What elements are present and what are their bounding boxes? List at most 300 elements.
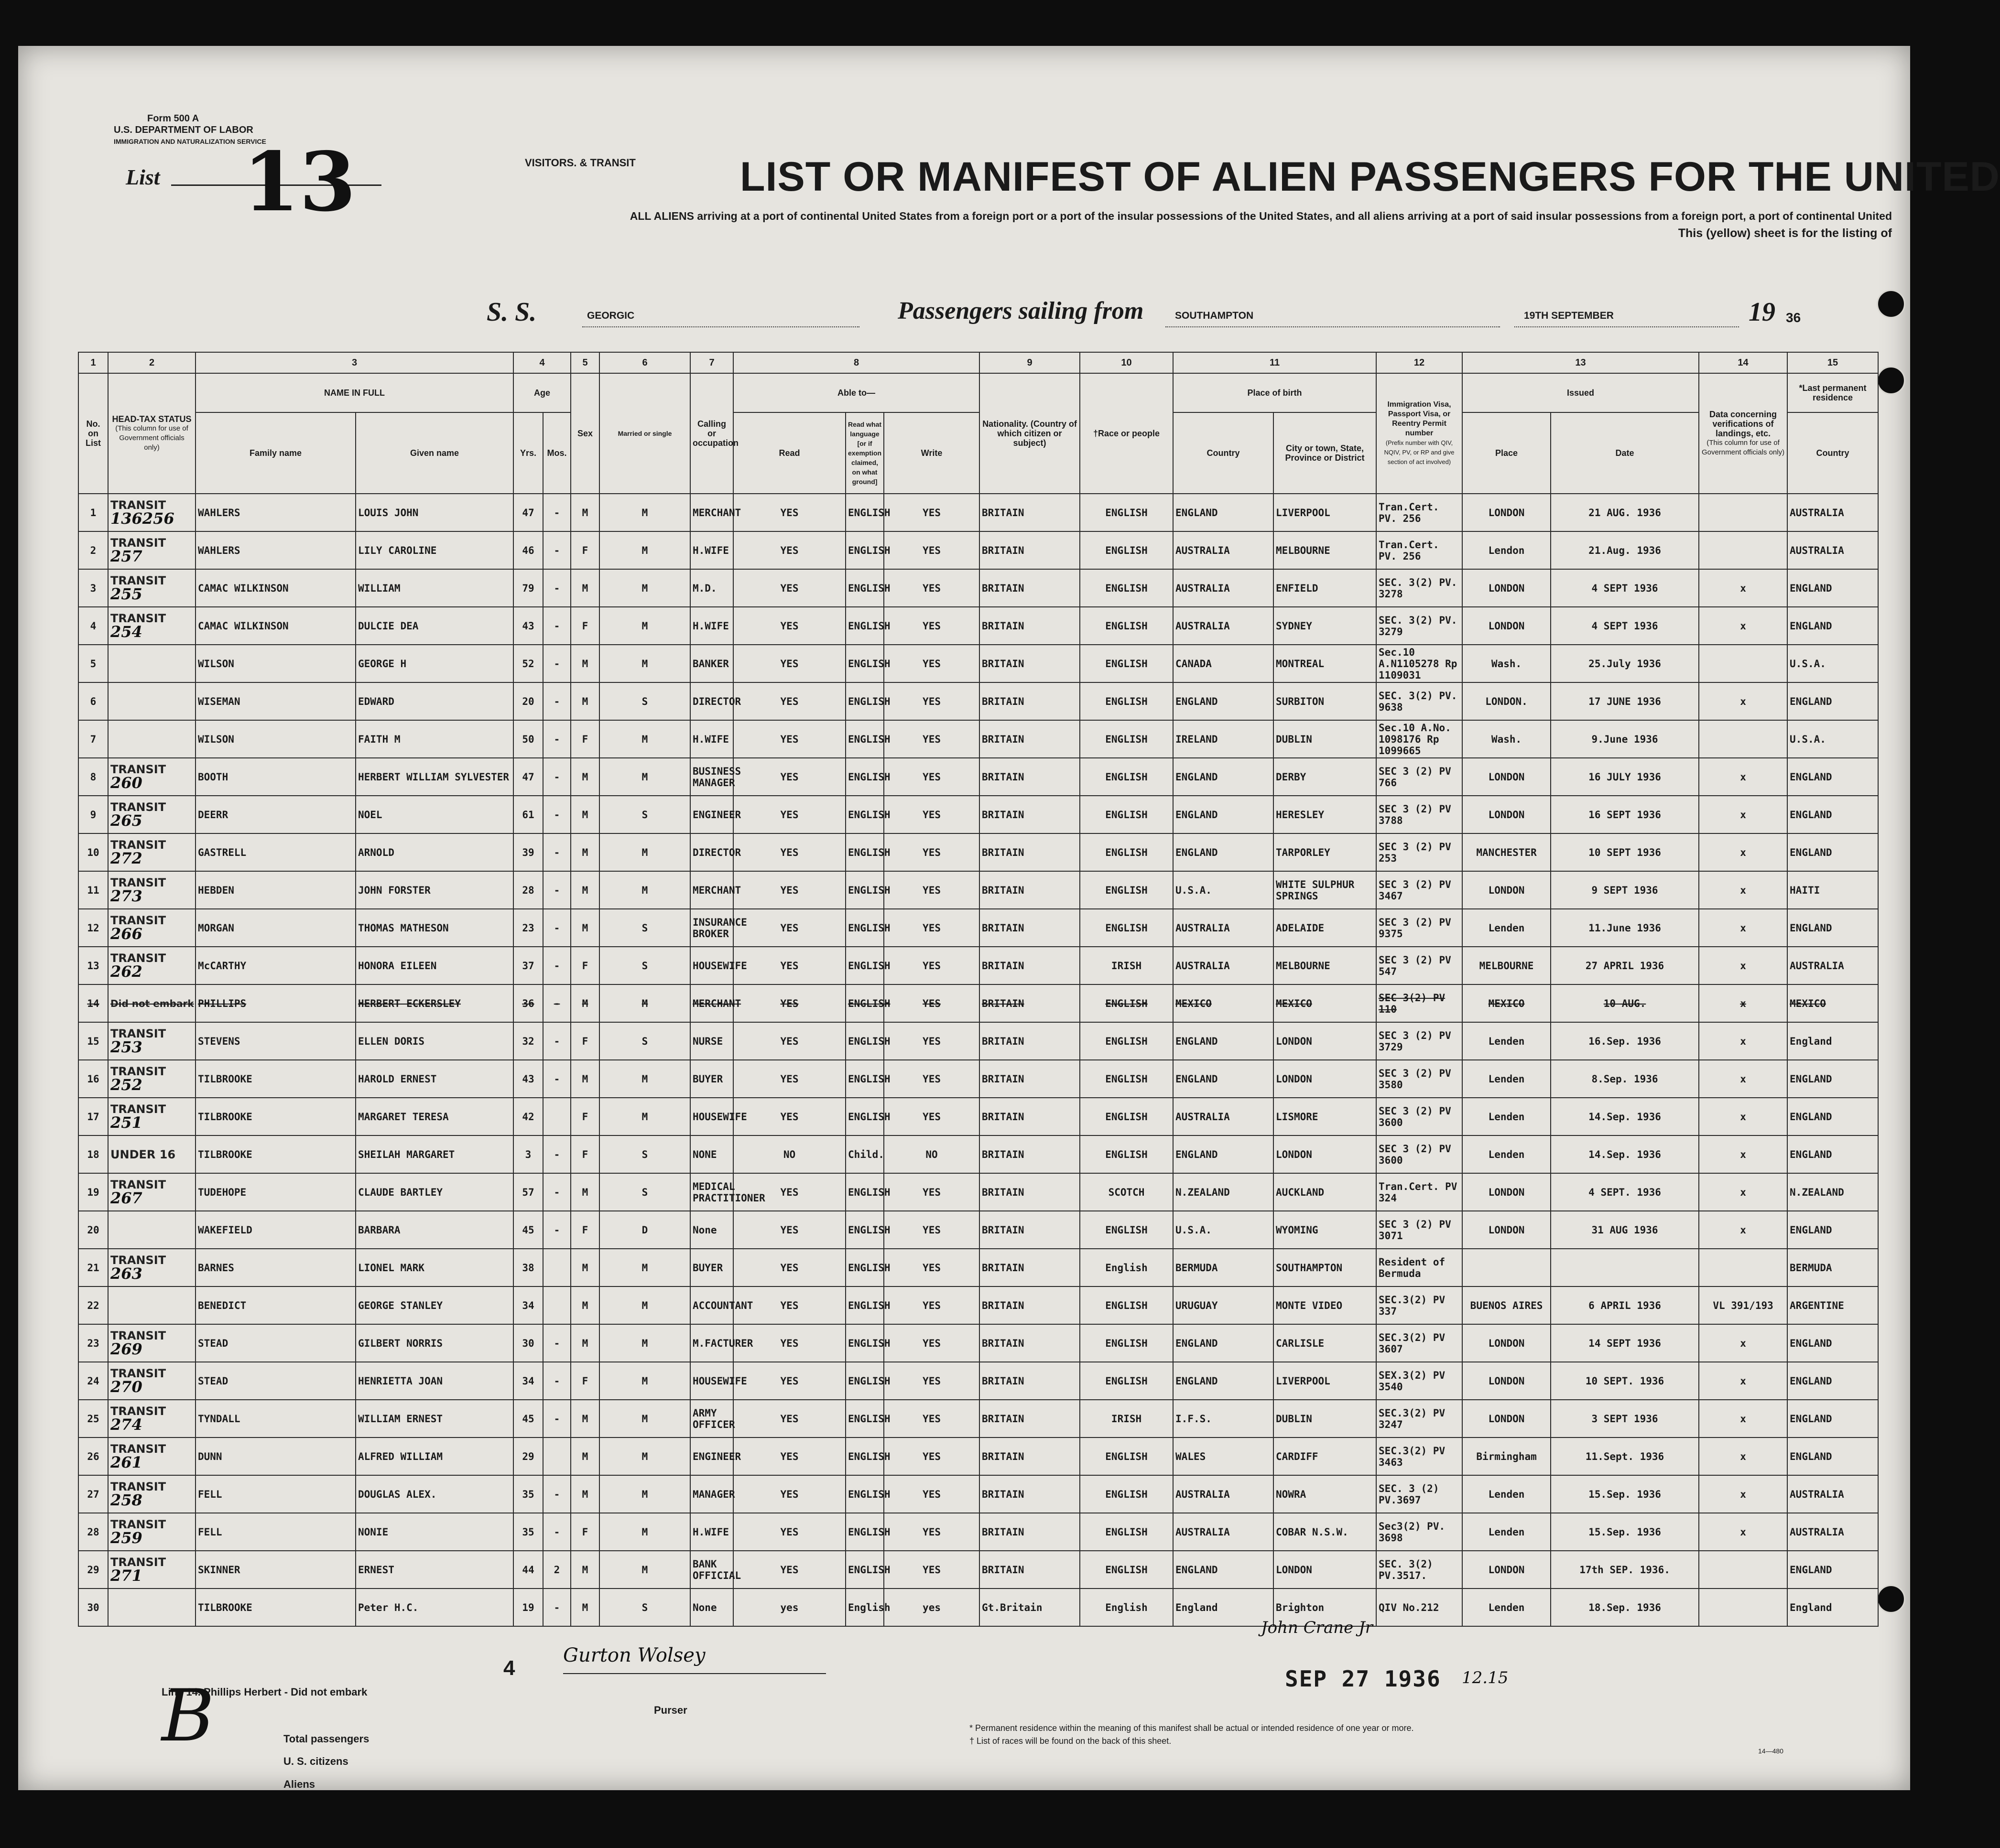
row-number: 1 bbox=[78, 494, 108, 531]
age-months bbox=[543, 1286, 571, 1324]
subtitle-line-2: This (yellow) sheet is for the listing of bbox=[1678, 227, 1892, 240]
birth-country: ENGLAND bbox=[1173, 1022, 1273, 1060]
read-language: ENGLISH bbox=[846, 947, 884, 984]
visa-number: SEC. 3(2) PV. 9638 bbox=[1376, 682, 1462, 720]
nationality: BRITAIN bbox=[979, 1060, 1080, 1098]
occupation: None bbox=[690, 1589, 733, 1626]
initial-b: B bbox=[162, 1675, 215, 1758]
marital-status: M bbox=[599, 1286, 690, 1324]
birth-country: U.S.A. bbox=[1173, 871, 1273, 909]
row-number: 13 bbox=[78, 947, 108, 984]
row-number: 16 bbox=[78, 1060, 108, 1098]
header-country: Country bbox=[1173, 412, 1273, 494]
tax-stamp: TRANSIT bbox=[110, 875, 166, 889]
port-name: SOUTHAMPTON bbox=[1175, 310, 1254, 321]
issued-place: LONDON bbox=[1462, 1173, 1551, 1211]
tax-stamp: TRANSIT bbox=[110, 762, 166, 776]
issued-date: 3 SEPT 1936 bbox=[1551, 1400, 1699, 1437]
given-name: DULCIE DEA bbox=[356, 607, 513, 645]
sex: F bbox=[571, 1513, 599, 1551]
age-months: - bbox=[543, 531, 571, 569]
can-write: YES bbox=[884, 1324, 979, 1362]
race: ENGLISH bbox=[1080, 796, 1173, 833]
header-place: Place bbox=[1462, 412, 1551, 494]
table-row bbox=[78, 947, 1878, 984]
age-months: - bbox=[543, 1022, 571, 1060]
head-tax-status bbox=[108, 1437, 196, 1475]
tax-handwritten-number: 269 bbox=[110, 1340, 142, 1358]
tax-stamp: TRANSIT bbox=[110, 913, 166, 927]
nationality: BRITAIN bbox=[979, 909, 1080, 947]
residence-country: England bbox=[1787, 1022, 1878, 1060]
table-row bbox=[78, 1135, 1878, 1173]
birth-country: ENGLAND bbox=[1173, 758, 1273, 796]
row-number: 24 bbox=[78, 1362, 108, 1400]
column-numbers-row bbox=[78, 352, 1878, 373]
header-age: Age bbox=[513, 373, 571, 412]
head-tax-status bbox=[108, 1400, 196, 1437]
ss-label: S. S. bbox=[487, 297, 537, 327]
row-number: 15 bbox=[78, 1022, 108, 1060]
verification: x bbox=[1699, 833, 1787, 871]
issued-date: 10 AUG. bbox=[1551, 984, 1699, 1022]
race: ENGLISH bbox=[1080, 1437, 1173, 1475]
head-tax-status bbox=[108, 1249, 196, 1286]
occupation: BUSINESS MANAGER bbox=[690, 758, 733, 796]
read-language: ENGLISH bbox=[846, 1060, 884, 1098]
header-date: Date bbox=[1551, 412, 1699, 494]
birth-country: ENGLAND bbox=[1173, 682, 1273, 720]
birth-city: LONDON bbox=[1273, 1060, 1376, 1098]
can-write: YES bbox=[884, 494, 979, 531]
marital-status: M bbox=[599, 1551, 690, 1589]
race: IRISH bbox=[1080, 947, 1173, 984]
sex: M bbox=[571, 1249, 599, 1286]
birth-country: URUGUAY bbox=[1173, 1286, 1273, 1324]
family-name: McCARTHY bbox=[196, 947, 356, 984]
can-read: YES bbox=[733, 1475, 846, 1513]
read-language: ENGLISH bbox=[846, 909, 884, 947]
residence-country: ENGLAND bbox=[1787, 909, 1878, 947]
aliens-label: Aliens bbox=[283, 1778, 315, 1790]
visa-number: SEC 3 (2) PV 3580 bbox=[1376, 1060, 1462, 1098]
row-number: 10 bbox=[78, 833, 108, 871]
read-language: ENGLISH bbox=[846, 1173, 884, 1211]
family-name: STEAD bbox=[196, 1362, 356, 1400]
birth-city: SOUTHAMPTON bbox=[1273, 1249, 1376, 1286]
age-years: 34 bbox=[513, 1362, 543, 1400]
birth-city: SURBITON bbox=[1273, 682, 1376, 720]
can-write: YES bbox=[884, 1211, 979, 1249]
read-language: ENGLISH bbox=[846, 1437, 884, 1475]
birth-city: NOWRA bbox=[1273, 1475, 1376, 1513]
age-years: 45 bbox=[513, 1400, 543, 1437]
sex: M bbox=[571, 796, 599, 833]
family-name: CAMAC WILKINSON bbox=[196, 569, 356, 607]
age-months: - bbox=[543, 796, 571, 833]
issued-place: LONDON bbox=[1462, 569, 1551, 607]
race: ENGLISH bbox=[1080, 984, 1173, 1022]
family-name: SKINNER bbox=[196, 1551, 356, 1589]
head-tax-status bbox=[108, 494, 196, 531]
age-years: 35 bbox=[513, 1475, 543, 1513]
sex: F bbox=[571, 1362, 599, 1400]
tax-handwritten-number: 136256 bbox=[110, 509, 174, 528]
purser-label: Purser bbox=[654, 1704, 687, 1716]
can-read: YES bbox=[733, 947, 846, 984]
header-sex: Sex bbox=[571, 373, 599, 494]
verification: VL 391/193 bbox=[1699, 1286, 1787, 1324]
birth-city: DUBLIN bbox=[1273, 1400, 1376, 1437]
marital-status: S bbox=[599, 947, 690, 984]
birth-city: MONTE VIDEO bbox=[1273, 1286, 1376, 1324]
table-row bbox=[78, 1211, 1878, 1249]
nationality: BRITAIN bbox=[979, 758, 1080, 796]
table-row bbox=[78, 1173, 1878, 1211]
purser-line bbox=[563, 1673, 826, 1674]
verification: x bbox=[1699, 1211, 1787, 1249]
marital-status: M bbox=[599, 494, 690, 531]
birth-city: LISMORE bbox=[1273, 1098, 1376, 1135]
nationality: BRITAIN bbox=[979, 1249, 1080, 1286]
visa-number: SEC 3 (2) PV 3729 bbox=[1376, 1022, 1462, 1060]
family-name: WAHLERS bbox=[196, 531, 356, 569]
given-name: FAITH M bbox=[356, 720, 513, 758]
department: U.S. DEPARTMENT OF LABOR bbox=[114, 125, 253, 135]
family-name: TILBROOKE bbox=[196, 1135, 356, 1173]
tax-stamp: TRANSIT bbox=[110, 1027, 166, 1040]
head-tax-status bbox=[108, 1098, 196, 1135]
row-number: 23 bbox=[78, 1324, 108, 1362]
issued-date bbox=[1551, 1249, 1699, 1286]
head-tax-status bbox=[108, 1475, 196, 1513]
visa-number: SEC 3 (2) PV 3600 bbox=[1376, 1098, 1462, 1135]
sex: M bbox=[571, 1437, 599, 1475]
tax-handwritten-number: 260 bbox=[110, 773, 142, 792]
occupation: MERCHANT bbox=[690, 871, 733, 909]
birth-country: AUSTRALIA bbox=[1173, 607, 1273, 645]
sex: M bbox=[571, 1589, 599, 1626]
table-row bbox=[78, 871, 1878, 909]
issued-place: Lenden bbox=[1462, 1135, 1551, 1173]
birth-country: ENGLAND bbox=[1173, 1060, 1273, 1098]
read-language: ENGLISH bbox=[846, 1249, 884, 1286]
can-write: YES bbox=[884, 1060, 979, 1098]
family-name: BARNES bbox=[196, 1249, 356, 1286]
can-write: YES bbox=[884, 1400, 979, 1437]
occupation: H.WIFE bbox=[690, 1513, 733, 1551]
read-language: ENGLISH bbox=[846, 758, 884, 796]
visa-number: SEC 3 (2) PV 253 bbox=[1376, 833, 1462, 871]
row-number: 21 bbox=[78, 1249, 108, 1286]
header-married: Married or single bbox=[599, 373, 690, 494]
nationality: Gt.Britain bbox=[979, 1589, 1080, 1626]
family-name: GASTRELL bbox=[196, 833, 356, 871]
table-row bbox=[78, 645, 1878, 682]
can-write: YES bbox=[884, 1362, 979, 1400]
age-years: 52 bbox=[513, 645, 543, 682]
form-code: 14—480 bbox=[1758, 1747, 1783, 1755]
issued-date: 15.Sep. 1936 bbox=[1551, 1513, 1699, 1551]
occupation: MANAGER bbox=[690, 1475, 733, 1513]
issued-place: LONDON. bbox=[1462, 682, 1551, 720]
verification: x bbox=[1699, 569, 1787, 607]
list-number: 13 bbox=[243, 134, 356, 230]
col-num: 13 bbox=[1462, 352, 1699, 373]
punch-hole bbox=[1877, 366, 1905, 395]
visa-number: Tran.Cert. PV. 256 bbox=[1376, 531, 1462, 569]
can-read: YES bbox=[733, 796, 846, 833]
row-number: 18 bbox=[78, 1135, 108, 1173]
sex: M bbox=[571, 1324, 599, 1362]
header-no-on-list: No. on List bbox=[78, 373, 108, 494]
header-row-2 bbox=[78, 412, 1878, 494]
date-underline bbox=[1514, 326, 1739, 327]
marital-status: M bbox=[599, 1362, 690, 1400]
table-row bbox=[78, 1513, 1878, 1551]
year-suffix: 36 bbox=[1786, 310, 1801, 325]
tax-stamp: TRANSIT bbox=[110, 1366, 166, 1380]
given-name: HENRIETTA JOAN bbox=[356, 1362, 513, 1400]
marital-status: M bbox=[599, 1249, 690, 1286]
table-row bbox=[78, 531, 1878, 569]
col-num: 5 bbox=[571, 352, 599, 373]
tax-handwritten-number: 273 bbox=[110, 886, 142, 905]
table-row bbox=[78, 607, 1878, 645]
sex: F bbox=[571, 1022, 599, 1060]
verification bbox=[1699, 1249, 1787, 1286]
us-citizens-label: U. S. citizens bbox=[283, 1755, 348, 1767]
punch-hole bbox=[1877, 290, 1905, 318]
head-tax-status bbox=[108, 1589, 196, 1626]
visa-note: (Prefix number with QIV, NQIV, PV, or RP and give section of act involved) bbox=[1384, 439, 1455, 465]
table-row bbox=[78, 1589, 1878, 1626]
occupation: MEDICAL PRACTITIONER bbox=[690, 1173, 733, 1211]
row-number: 12 bbox=[78, 909, 108, 947]
nationality: BRITAIN bbox=[979, 1022, 1080, 1060]
birth-country: AUSTRALIA bbox=[1173, 1098, 1273, 1135]
birth-country: ENGLAND bbox=[1173, 1362, 1273, 1400]
header-race: †Race or people bbox=[1080, 373, 1173, 494]
occupation: M.FACTURER bbox=[690, 1324, 733, 1362]
sex: F bbox=[571, 1098, 599, 1135]
issued-place: Lenden bbox=[1462, 1513, 1551, 1551]
age-years: 37 bbox=[513, 947, 543, 984]
sex: M bbox=[571, 645, 599, 682]
footnote-1: * Permanent residence within the meaning of this manifest shall be actual or intended residence of one year or more. bbox=[969, 1723, 1414, 1733]
issued-date: 6 APRIL 1936 bbox=[1551, 1286, 1699, 1324]
sex: M bbox=[571, 1551, 599, 1589]
age-months: - bbox=[543, 1324, 571, 1362]
family-name: DEERR bbox=[196, 796, 356, 833]
table-row bbox=[78, 1324, 1878, 1362]
table-row bbox=[78, 569, 1878, 607]
head-tax-status bbox=[108, 1022, 196, 1060]
issued-place: LONDON bbox=[1462, 871, 1551, 909]
race: ENGLISH bbox=[1080, 1513, 1173, 1551]
tax-stamp: TRANSIT bbox=[110, 1102, 166, 1116]
header-last-residence: *Last permanent residence bbox=[1787, 373, 1878, 412]
given-name: LILY CAROLINE bbox=[356, 531, 513, 569]
age-years: 35 bbox=[513, 1513, 543, 1551]
visa-number: Sec.10 A.No. 1098176 Rp 1099665 bbox=[1376, 720, 1462, 758]
header-write: Write bbox=[884, 412, 979, 494]
family-name: HEBDEN bbox=[196, 871, 356, 909]
race: ENGLISH bbox=[1080, 758, 1173, 796]
residence-country: England bbox=[1787, 1589, 1878, 1626]
visa-number: SEC 3 (2) PV 3071 bbox=[1376, 1211, 1462, 1249]
race: ENGLISH bbox=[1080, 1475, 1173, 1513]
occupation: HOUSEWIFE bbox=[690, 1362, 733, 1400]
nationality: BRITAIN bbox=[979, 1211, 1080, 1249]
can-read: YES bbox=[733, 720, 846, 758]
header-read: Read bbox=[733, 412, 846, 494]
data-concerning-title: Data concerning verifications of landings, etc. bbox=[1709, 410, 1777, 438]
verification: x bbox=[1699, 1400, 1787, 1437]
verification: x bbox=[1699, 1475, 1787, 1513]
given-name: WILLIAM ERNEST bbox=[356, 1400, 513, 1437]
given-name: JOHN FORSTER bbox=[356, 871, 513, 909]
age-months: - bbox=[543, 909, 571, 947]
marital-status: M bbox=[599, 531, 690, 569]
family-name: WILSON bbox=[196, 720, 356, 758]
visa-number: SEC.3(2) PV 3607 bbox=[1376, 1324, 1462, 1362]
head-tax-status bbox=[108, 1362, 196, 1400]
table-row bbox=[78, 758, 1878, 796]
table-row bbox=[78, 1286, 1878, 1324]
age-years: 57 bbox=[513, 1173, 543, 1211]
read-language: ENGLISH bbox=[846, 871, 884, 909]
residence-country: U.S.A. bbox=[1787, 645, 1878, 682]
issued-date: 31 AUG 1936 bbox=[1551, 1211, 1699, 1249]
stamp-time: 12.15 bbox=[1462, 1668, 1509, 1687]
visa-number: SEC.3(2) PV 3463 bbox=[1376, 1437, 1462, 1475]
verification: x bbox=[1699, 1022, 1787, 1060]
header-family-name: Family name bbox=[196, 412, 356, 494]
verification bbox=[1699, 1589, 1787, 1626]
residence-country: AUSTRALIA bbox=[1787, 947, 1878, 984]
given-name: NOEL bbox=[356, 796, 513, 833]
residence-country: AUSTRALIA bbox=[1787, 531, 1878, 569]
race: ENGLISH bbox=[1080, 1324, 1173, 1362]
sex: F bbox=[571, 607, 599, 645]
age-years: 61 bbox=[513, 796, 543, 833]
family-name: WAHLERS bbox=[196, 494, 356, 531]
tax-stamp: TRANSIT bbox=[110, 1253, 166, 1267]
sex: M bbox=[571, 984, 599, 1022]
can-write: YES bbox=[884, 909, 979, 947]
visa-number: Tran.Cert. PV. 256 bbox=[1376, 494, 1462, 531]
can-read: YES bbox=[733, 682, 846, 720]
purser-signature: Gurton Wolsey bbox=[563, 1644, 706, 1666]
marital-status: M bbox=[599, 1437, 690, 1475]
given-name: WILLIAM bbox=[356, 569, 513, 607]
issued-place: Lenden bbox=[1462, 1589, 1551, 1626]
nationality: BRITAIN bbox=[979, 796, 1080, 833]
issued-date: 16 JULY 1936 bbox=[1551, 758, 1699, 796]
race: ENGLISH bbox=[1080, 569, 1173, 607]
age-months: - bbox=[543, 758, 571, 796]
verification: x bbox=[1699, 1060, 1787, 1098]
read-language: ENGLISH bbox=[846, 645, 884, 682]
can-write: YES bbox=[884, 720, 979, 758]
read-language: ENGLISH bbox=[846, 531, 884, 569]
tax-stamp: TRANSIT bbox=[110, 611, 166, 625]
race: IRISH bbox=[1080, 1400, 1173, 1437]
marital-status: M bbox=[599, 1098, 690, 1135]
age-months: - bbox=[543, 1362, 571, 1400]
occupation: INSURANCE BROKER bbox=[690, 909, 733, 947]
verification: x bbox=[1699, 1437, 1787, 1475]
row-number: 26 bbox=[78, 1437, 108, 1475]
visa-number: SEC. 3(2) PV. 3279 bbox=[1376, 607, 1462, 645]
age-months: - bbox=[543, 1475, 571, 1513]
header-row-1 bbox=[78, 373, 1878, 412]
birth-country: IRELAND bbox=[1173, 720, 1273, 758]
age-years: 34 bbox=[513, 1286, 543, 1324]
visa-number: SEC.3(2) PV 337 bbox=[1376, 1286, 1462, 1324]
given-name: MARGARET TERESA bbox=[356, 1098, 513, 1135]
residence-country: AUSTRALIA bbox=[1787, 1475, 1878, 1513]
visa-number: SEC 3 (2) PV 3600 bbox=[1376, 1135, 1462, 1173]
passenger-rows bbox=[78, 494, 1878, 1626]
verification: x bbox=[1699, 682, 1787, 720]
row-number: 8 bbox=[78, 758, 108, 796]
marital-status: D bbox=[599, 1211, 690, 1249]
issued-place: Lenden bbox=[1462, 1475, 1551, 1513]
marital-status: S bbox=[599, 796, 690, 833]
visa-number: SEX.3(2) PV 3540 bbox=[1376, 1362, 1462, 1400]
row-number: 27 bbox=[78, 1475, 108, 1513]
nationality: BRITAIN bbox=[979, 1173, 1080, 1211]
head-tax-title: HEAD-TAX STATUS bbox=[112, 414, 192, 424]
col-num: 1 bbox=[78, 352, 108, 373]
race: ENGLISH bbox=[1080, 1135, 1173, 1173]
issued-place: LONDON bbox=[1462, 796, 1551, 833]
can-write: YES bbox=[884, 796, 979, 833]
issued-date: 17 JUNE 1936 bbox=[1551, 682, 1699, 720]
verification bbox=[1699, 1551, 1787, 1589]
residence-country: BERMUDA bbox=[1787, 1249, 1878, 1286]
residence-country: ENGLAND bbox=[1787, 1324, 1878, 1362]
can-write: YES bbox=[884, 1098, 979, 1135]
age-years: 50 bbox=[513, 720, 543, 758]
issued-place: Birmingham bbox=[1462, 1437, 1551, 1475]
row-number: 19 bbox=[78, 1173, 108, 1211]
row-number: 28 bbox=[78, 1513, 108, 1551]
col-num: 11 bbox=[1173, 352, 1376, 373]
row-number: 29 bbox=[78, 1551, 108, 1589]
sex: M bbox=[571, 1286, 599, 1324]
table-row bbox=[78, 1060, 1878, 1098]
birth-city: WYOMING bbox=[1273, 1211, 1376, 1249]
age-years: 29 bbox=[513, 1437, 543, 1475]
age-years: 39 bbox=[513, 833, 543, 871]
race: ENGLISH bbox=[1080, 1060, 1173, 1098]
read-language: ENGLISH bbox=[846, 607, 884, 645]
header-visa bbox=[1376, 373, 1462, 494]
birth-city: LIVERPOOL bbox=[1273, 1362, 1376, 1400]
tax-handwritten-number: 274 bbox=[110, 1415, 142, 1434]
race: ENGLISH bbox=[1080, 720, 1173, 758]
race: ENGLISH bbox=[1080, 607, 1173, 645]
issued-place: MEXICO bbox=[1462, 984, 1551, 1022]
visitors-label: VISITORS. & TRANSIT bbox=[525, 157, 636, 169]
birth-city: HERESLEY bbox=[1273, 796, 1376, 833]
read-language: ENGLISH bbox=[846, 1513, 884, 1551]
tax-handwritten-number: 257 bbox=[110, 547, 142, 565]
can-read: YES bbox=[733, 1211, 846, 1249]
